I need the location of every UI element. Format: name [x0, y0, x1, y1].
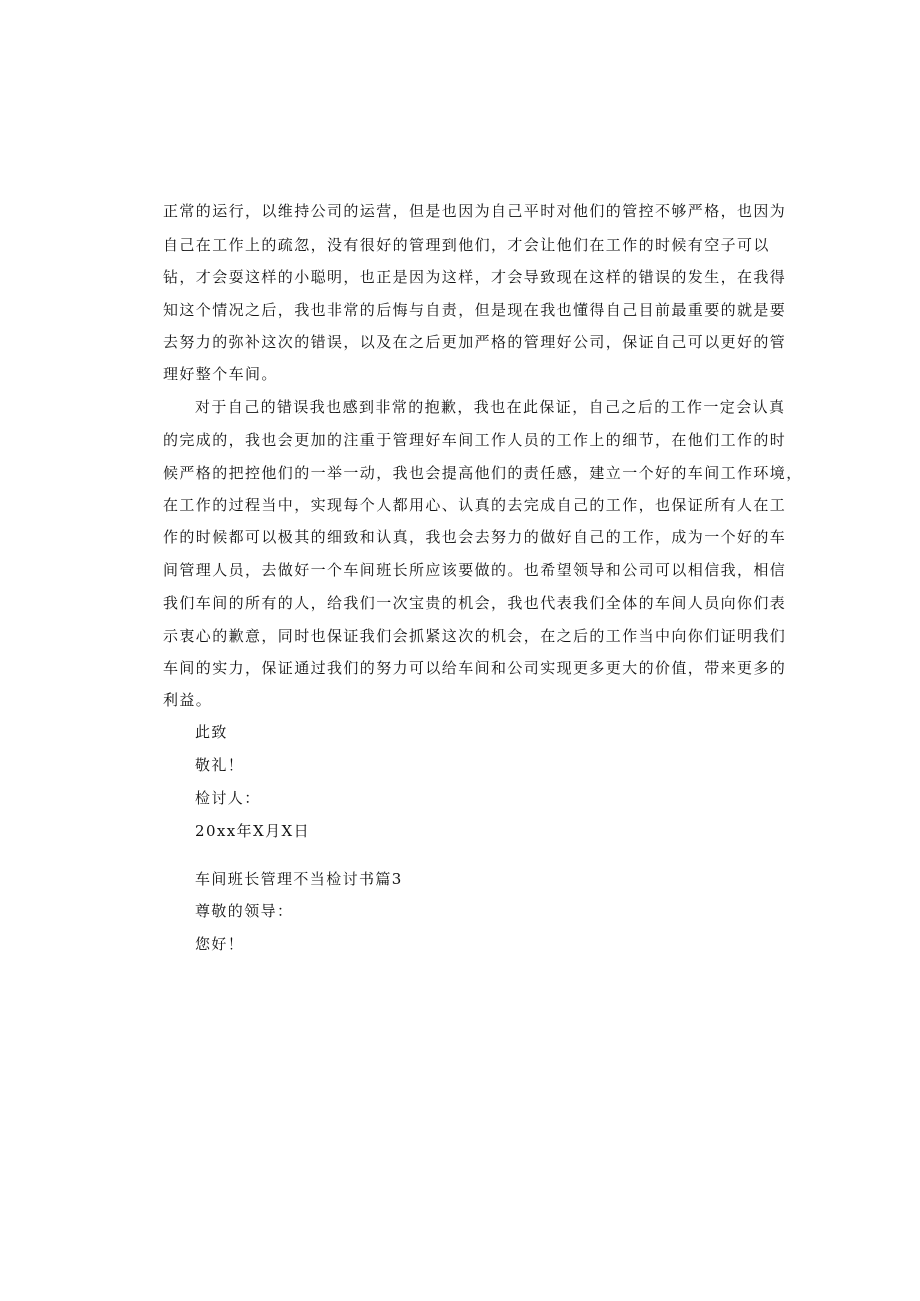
paragraph-1-line-2: 自己在工作上的疏忽，没有很好的管理到他们，才会让他们在工作的时候有空子可以 [163, 236, 770, 254]
paragraph-1-line-5: 去努力的弥补这次的错误，以及在之后更加严格的管理好公司，保证自己可以更好的管 [163, 333, 787, 351]
paragraph-2-line-5: 作的时候都可以极其的细致和认真，我也会去努力的做好自己的工作，成为一个好的车 [163, 528, 787, 546]
section-title: 车间班长管理不当检讨书篇3 [195, 870, 403, 888]
closing-regards: 敬礼！ [195, 756, 245, 774]
paragraph-1-line-4: 知这个情况之后，我也非常的后悔与自责，但是现在我也懂得自己目前最重要的就是要 [163, 301, 787, 319]
paragraph-2-line-4: 在工作的过程当中，实现每个人都用心、认真的去完成自己的工作，也保证所有人在工 [163, 496, 787, 514]
closing-salutation: 此致 [195, 723, 228, 741]
paragraph-1-line-6: 理好整个车间。 [163, 365, 278, 383]
paragraph-2-line-8: 示衷心的歉意，同时也保证我们会抓紧这次的机会，在之后的工作当中向你们证明我们 [163, 627, 787, 645]
closing-date: 20xx年X月X日 [195, 822, 310, 840]
paragraph-2-line-9: 车间的实力，保证通过我们的努力可以给车间和公司实现更多更大的价值，带来更多的 [163, 659, 787, 677]
closing-signer: 检讨人： [195, 789, 261, 807]
paragraph-2-line-6: 间管理人员，去做好一个车间班长所应该要做的。也希望领导和公司可以相信我，相信 [163, 561, 787, 579]
paragraph-2-line-2: 的完成的，我也会更加的注重于管理好车间工作人员的工作上的细节，在他们工作的时 [163, 431, 787, 449]
paragraph-2-line-10: 利益。 [163, 691, 213, 709]
paragraph-1-line-1: 正常的运行，以维持公司的运营，但是也因为自己平时对他们的管控不够严格，也因为 [163, 202, 787, 220]
section-greeting: 尊敬的领导： [195, 902, 294, 920]
paragraph-2-line-7: 我们车间的所有的人，给我们一次宝贵的机会，我也代表我们全体的车间人员向你们表 [163, 594, 787, 612]
section-hello: 您好！ [195, 935, 245, 953]
paragraph-1-line-3: 钻，才会耍这样的小聪明，也正是因为这样，才会导致现在这样的错误的发生，在我得 [163, 268, 787, 286]
paragraph-2-line-3: 候严格的把控他们的一举一动，我也会提高他们的责任感，建立一个好的车间工作环境， [163, 464, 803, 482]
paragraph-2-line-1: 对于自己的错误我也感到非常的抱歉，我也在此保证，自己之后的工作一定会认真 [195, 398, 786, 416]
